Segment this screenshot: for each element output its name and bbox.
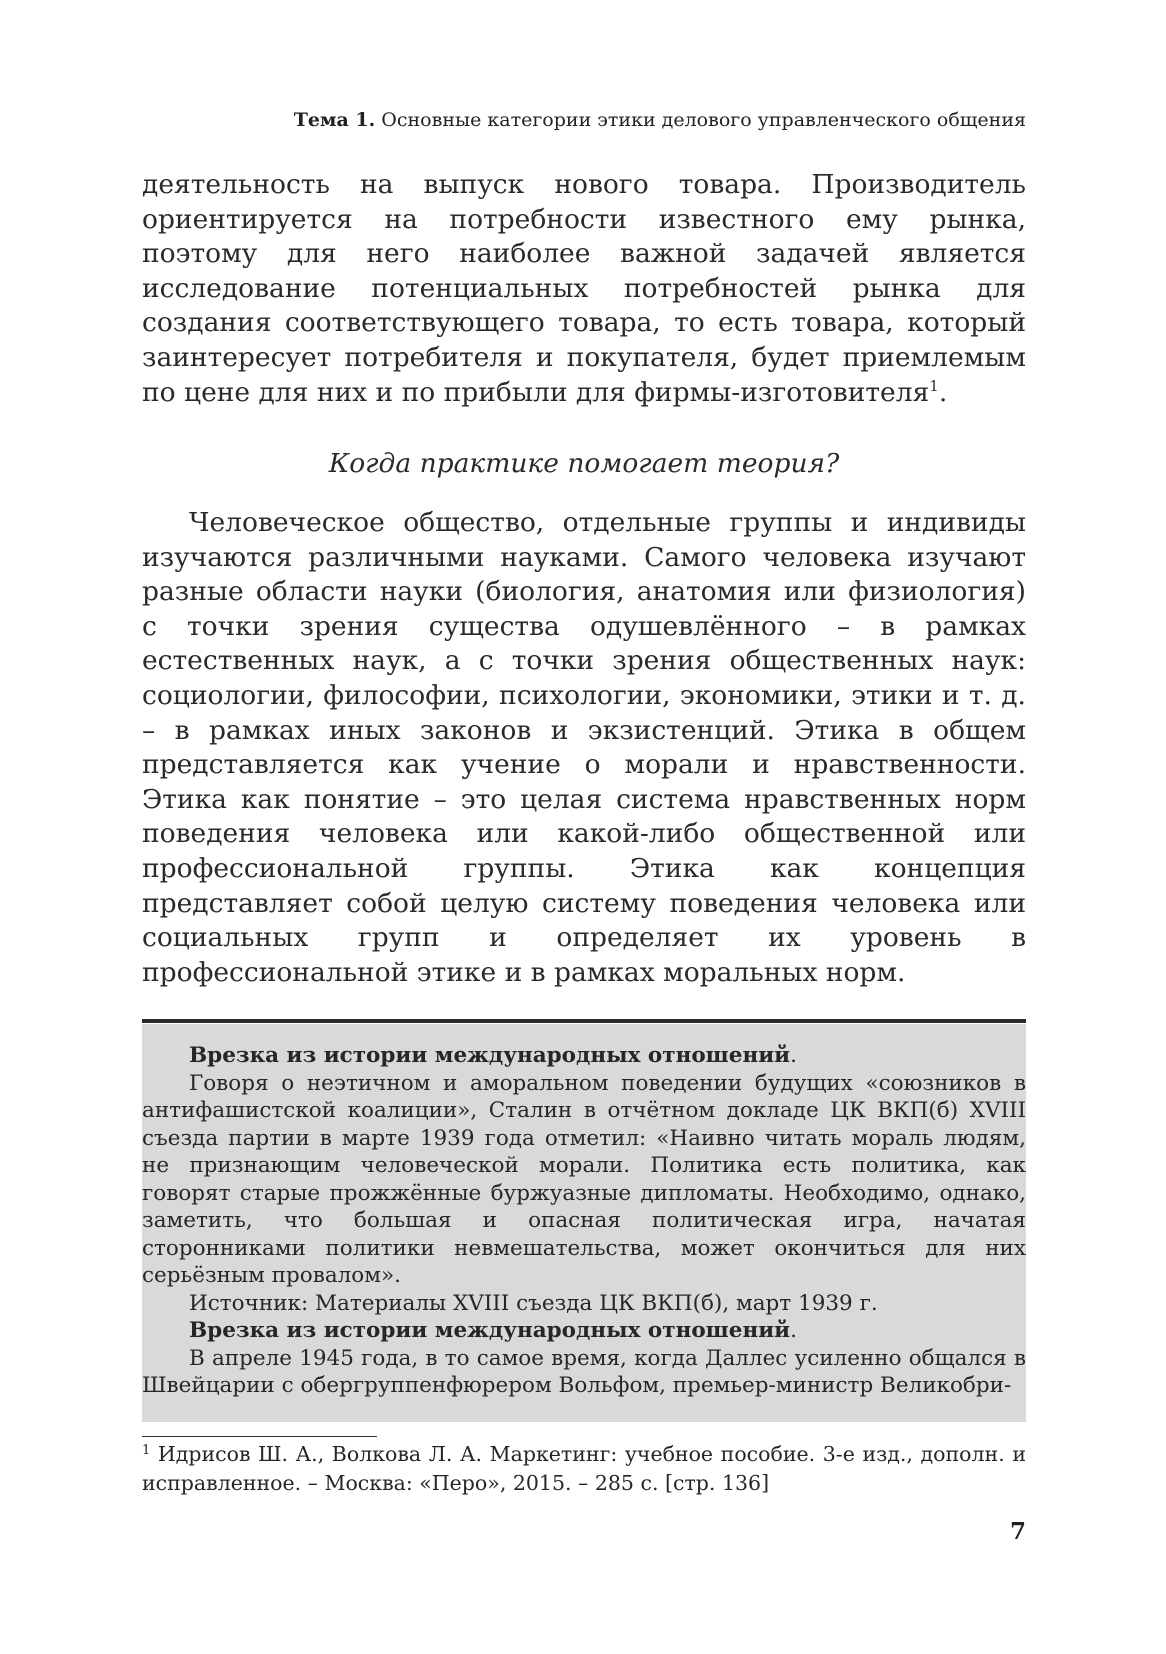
running-head-topic: Тема 1. <box>293 109 376 131</box>
footnote-number: 1 <box>142 1443 151 1458</box>
history-inset <box>142 1042 1026 1400</box>
paragraph-ethics <box>142 506 1026 990</box>
page-number: 7 <box>1009 1518 1026 1545</box>
paragraph-2-text: Человеческое общество, отдельные группы и индивиды изучаются различными науками. Самого человека изучают разные области науки (биология, анатомия или физиология) с точки зрения существа одушевлённого – в рамках естественных наук, а с точки зрения общественных наук: социологии, философии, психологии, экономики, этики и т. д. – в рамках иных законов и экзистенций. Этика в общем представляется как учение о морали и нравственности. Этика как понятие – это целая система нравственных норм поведения человека или какой-либо общественной или профессиональной группы. Этика как концепция представляет собой целую систему поведения человека или социальных групп и определяет их уровень в профессиональной этике и в рамках моральных норм. <box>142 507 1026 988</box>
footnote-reference[interactable]: 1 <box>929 376 939 395</box>
inset-top-rule-thick <box>142 1019 1026 1023</box>
inset-heading-1: Врезка из истории международных отношений <box>189 1043 791 1068</box>
inset-source: Источник: Материалы XVIII съезда ЦК ВКП(б), март 1939 г. <box>189 1290 878 1316</box>
inset-text-1: Говоря о неэтичном и аморальном поведении будущих «союзников в антифашистской коалиции», Сталин в отчётном докладе ЦК ВКП(б) XVIII съезда партии в марте 1939 года отметил: «Наивно читать мораль людям, не признающим человеческой морали. Политика есть политика, как говорят старые прожжённые буржуазные дипломаты. Необходимо, однако, заметить, что большая и опасная политическая игра, начатая сторонниками политики невмешательства, может окончиться для них серьёзным провалом». <box>142 1070 1026 1288</box>
paragraph-1-end: . <box>938 376 948 408</box>
footnote-text: Идрисов Ш. А., Волкова Л. А. Маркетинг: учебное пособие. 3-е изд., дополн. и исправленное. – Москва: «Перо», 2015. – 285 с. [стр. 136] <box>142 1442 1026 1495</box>
running-head <box>142 109 1026 131</box>
running-head-title: Основные категории этики делового управленческого общения <box>375 109 1026 131</box>
inset-heading-2: Врезка из истории международных отношений <box>189 1318 791 1343</box>
footnote-divider <box>142 1436 377 1437</box>
inset-heading-2-end: . <box>790 1318 797 1343</box>
section-subheading: Когда практике помогает теория? <box>328 448 840 479</box>
paragraph-continued <box>142 168 1026 410</box>
inset-text-2: В апреле 1945 года, в то самое время, когда Даллес усиленно общался в Швейцарии с обергруппенфюрером Вольфом, премьер-министр Великобри- <box>142 1345 1026 1398</box>
paragraph-1-text: деятельность на выпуск нового товара. Производитель ориентируется на потребности известного ему рынка, поэтому для него наиболее важной задачей является исследование потенциальных потребностей рынка для создания соответствующего товара, то есть товара, который заинтересует потребителя и покупателя, будет приемлемым по цене для них и по прибыли для фирмы-изготовителя <box>142 169 1026 408</box>
inset-heading-1-end: . <box>790 1043 797 1068</box>
footnote <box>142 1440 1026 1498</box>
